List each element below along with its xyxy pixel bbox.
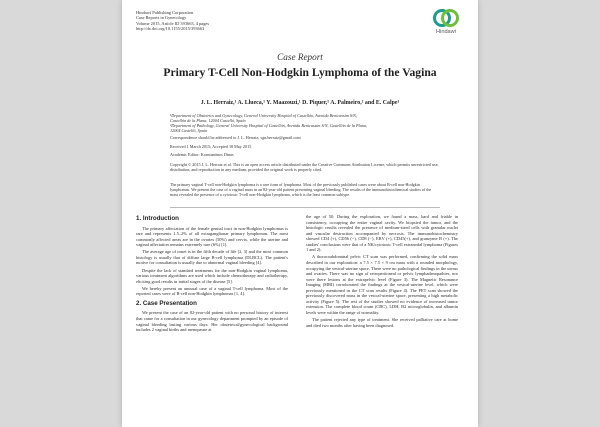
article-title: Primary T-Cell Non-Hodgkin Lymphoma of the Vagina: [163, 66, 437, 79]
paragraph: We hereby present an unusual case of a vaginal T-cell lymphoma. Most of the reported cases were of B-cell non-Hodgkin lymphomas [1, 4].: [136, 285, 288, 297]
paragraph: The average age of onset is in the fifth decade of life [2, 3] and the most common histology is usually that of diffuse large B-cell lymphoma (DLBCL). The patient's motive for consultation is usually due to abnormal vaginal bleeding [4].: [136, 249, 288, 266]
paragraph: the age of 50. During the exploration, we found a mass, hard and friable in consistency, occupying the entire vaginal cavity. We biopsied the tumor, and the histologic results revealed the presence of medium-sized cells with granular nuclei and vascular destruction accompanied by necrosis. The immunohistochemistry showed CD4 (+), CD56 (−), CD8 (−), EBV (+), CD45(+), and granzyme B (+). The studies' conclusions were that of a NK/cytotoxic T-cell extranodal lymphoma (Figures 1 and 2).: [306, 214, 458, 253]
hindawi-logo-text: Hindawi: [436, 29, 456, 35]
section-heading: 2. Case Presentation: [136, 299, 197, 307]
paragraph: The primary affectation of the female genital tract in non-Hodgkin lymphomas is rare and represents 1.5–2% of all extraganglionar primary lymphomas. The most commonly affected areas are in the ovaries (50%) and cervix, while the uterine and vaginal affectation remains extremely rare (6%) [1].: [136, 225, 288, 248]
journal-header: [136, 10, 209, 32]
affiliation-line: ²Department of Pathology, General University Hospital of Castellón, Avenida Benicassim S/N, Castellón de la Plana,: [170, 123, 368, 129]
article-type: Case Report: [277, 52, 323, 62]
article-dates: Received 1 March 2015; Accepted 18 May 2015: [170, 144, 252, 149]
section-divider: [170, 207, 440, 208]
section-heading: 1. Introduction: [136, 215, 179, 222]
affiliations: [170, 113, 440, 133]
hindawi-logo: [426, 8, 466, 35]
journal-header-line: Case Reports in Gynecology: [136, 15, 187, 21]
affiliation-line: ¹Department of Obstetrics and Gynecology, General University Hospital of Castellón, Avenida Benicassim S/N,: [170, 113, 357, 118]
journal-header-line: Volume 2015, Article ID 393663, 4 pages: [136, 20, 210, 26]
paragraph: A thoracoabdominal pelvic CT scan was performed, confirming the solid mass described in our exploration: a 7.5 × 7.5 × 9 cm mass with a rounded morphology, occupying the vesical-uterine space. There were no pathological findings in the uterus and ovaries. There was no sign of retroperitoneal or pelvic lymphadenopathies, nor were there lesions at the extrapelvic level (Figure 3). The Magnetic Resonance Imaging (MRI) corroborated the findings at the vesical-uterine level, which were previously mentioned in the CT scan results (Figure 4). The PET scan showed the previously discovered mass in the vesical-uterine space, presenting a high metabolic activity (Figure 5). The rest of the studies showed no evidence of increased tumor extension. The complete blood count (CBC), LDH, B2 microglobulin, and albumin levels were within the range of normality.: [306, 254, 458, 315]
affiliation-line: Castellón de la Plana, 12004 Castelló, Spain: [170, 118, 246, 124]
paragraph: Despite the lack of standard treatments for the non-Hodgkin vaginal lymphoma, various treatment algorithms are used which include chemotherapy and radiotherapy, eliciting good results in initial stages of the disease [5].: [136, 267, 288, 284]
author-list: J. L. Herraiz,¹ A. Llueca,¹ Y. Maazouzi,¹ D. Piquer,¹ A. Palmeiro,² and E. Calpe¹: [200, 100, 400, 106]
academic-editor: Academic Editor: Konstantinos Dinas: [170, 152, 234, 157]
hindawi-logo-icon: [432, 8, 460, 28]
copyright-notice: Copyright © 2015 J. L. Herraiz et al. This is an open access article distributed under the Creative Commons Attribution License, which permits unrestricted use, distribution, and reproduction in any medium, provided the original work is properly cited.: [170, 162, 439, 173]
right-column: [306, 214, 458, 330]
journal-header-line: Hindawi Publishing Corporation: [136, 10, 194, 15]
paragraph: We present the case of an 82-year-old patient with no personal history of interest that came for a consultation in our gynecology department prompted by an episode of vaginal bleeding lasting various days. Her obstetrical/gynecological background includes 2 vaginal births and menopause at: [136, 310, 288, 333]
paragraph: The patient rejected any type of treatment. She received palliative care at home and died two months after having been diagnosed.: [306, 317, 458, 328]
left-column: [136, 214, 288, 334]
affiliation-line: 12004 Castelló, Spain: [170, 128, 208, 134]
correspondence: Correspondence should be addressed to J. L. Herraiz; sgn.herraiz@gmail.com: [170, 135, 301, 140]
article-page: [122, 0, 478, 427]
abstract: The primary vaginal T-cell non-Hodgkin lymphoma is a rare form of lymphoma. Most of the previously published cases were about B-cell non-Hodgkin lymphomas. We present the case of a vaginal mass in an 82-year-old patient presenting vaginal bleeding. The results of the immunohistochemical studies of the mass revealed the presence of a cytotoxic T-cell non-Hodgkin lymphoma, which is the least common subtype.: [170, 182, 432, 198]
journal-header-line: http://dx.doi.org/10.1155/2015/393663: [136, 26, 205, 32]
